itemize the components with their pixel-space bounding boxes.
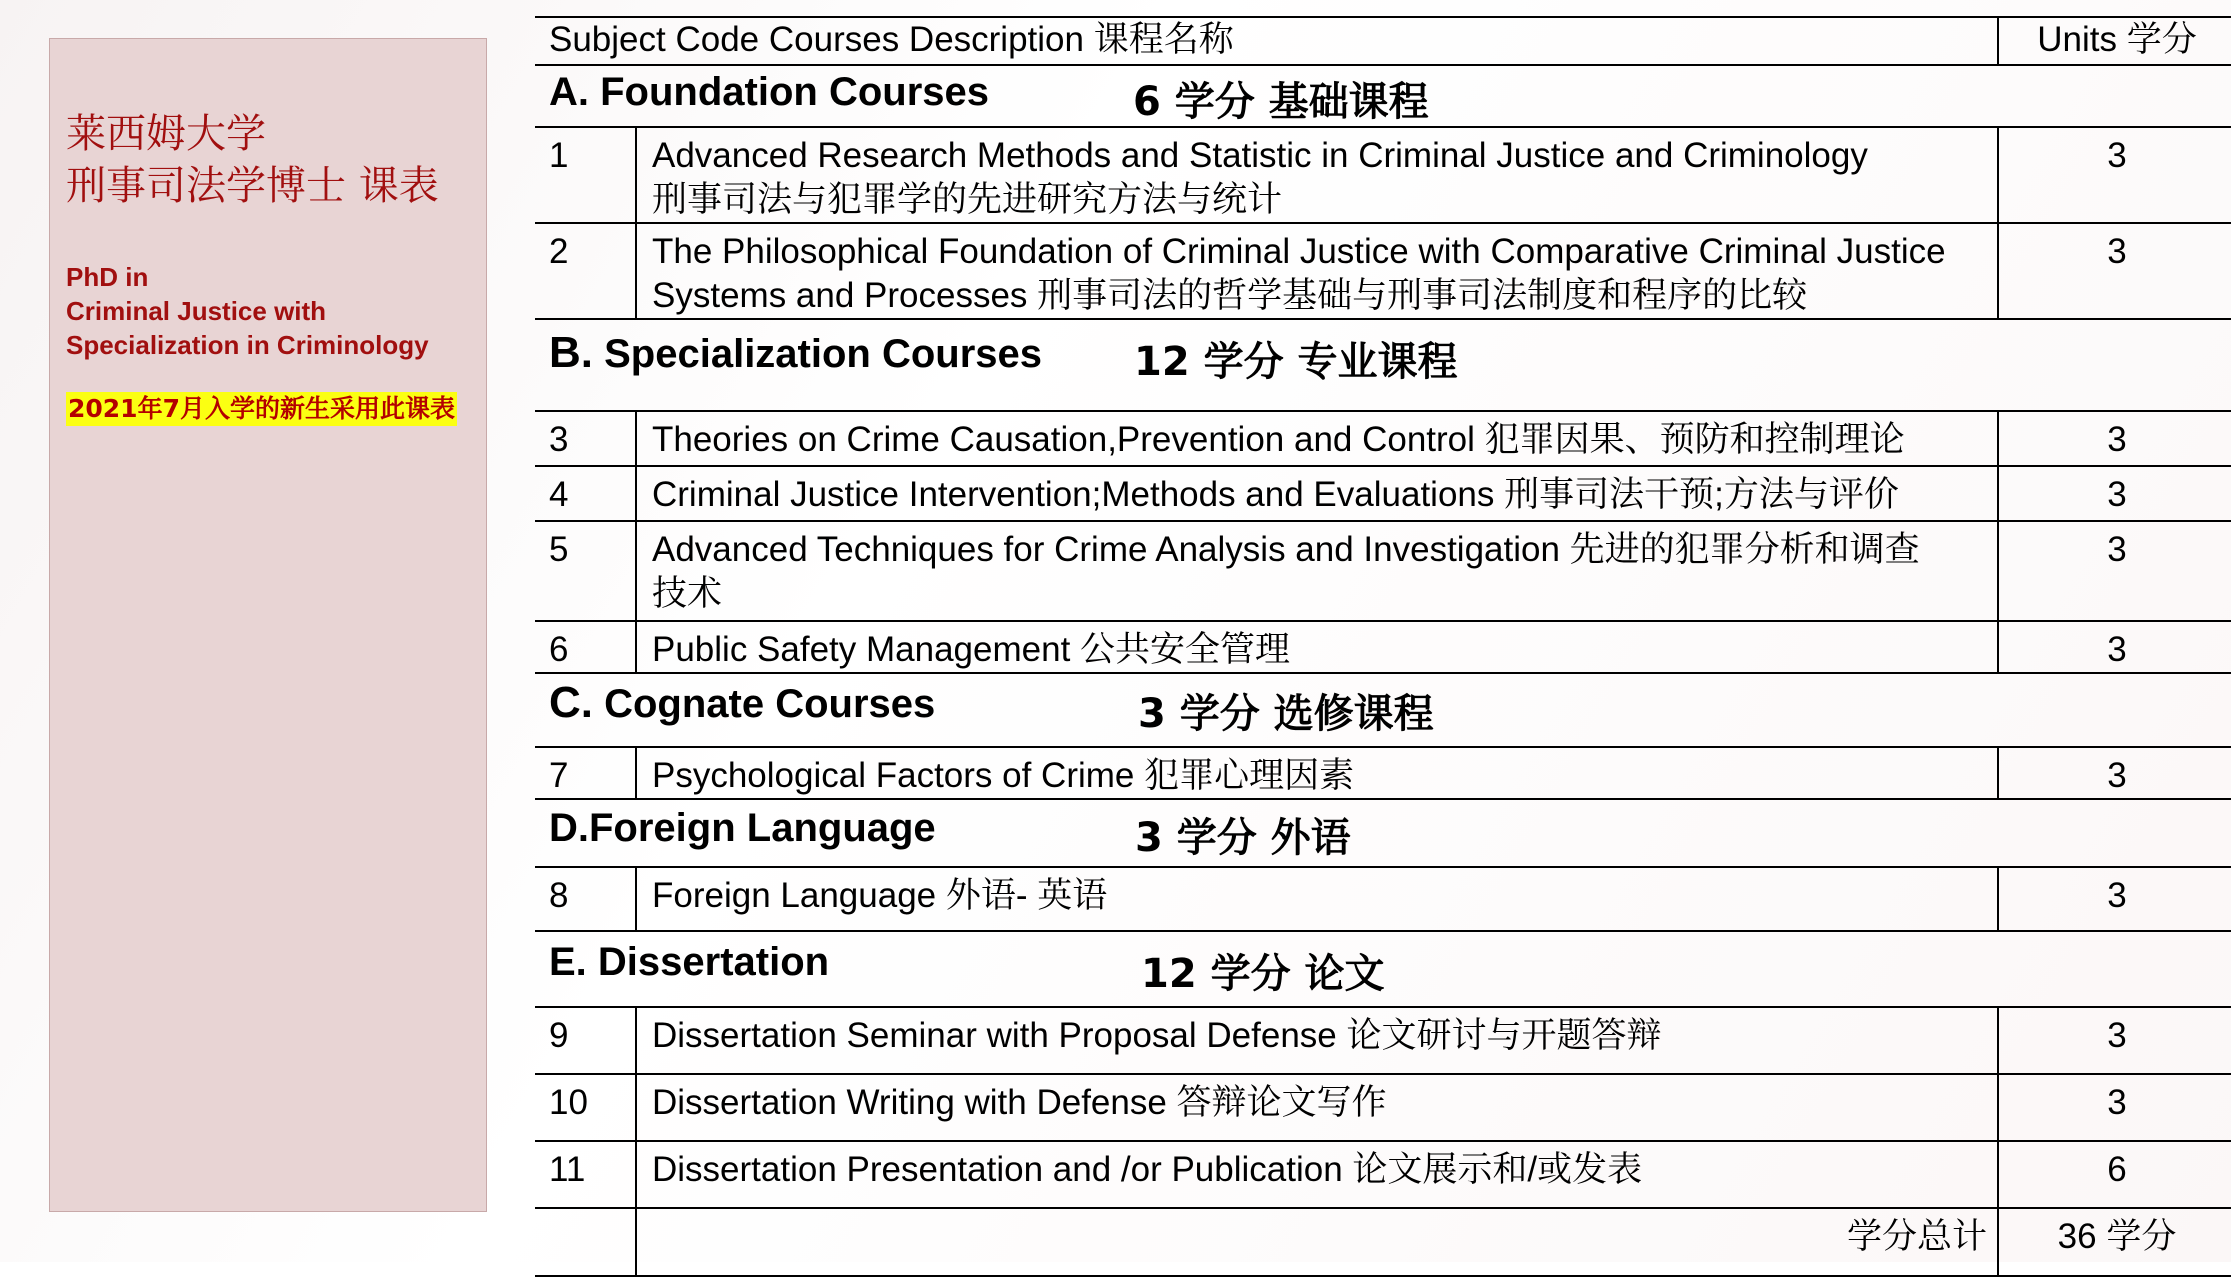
section-row-b <box>535 319 2231 411</box>
course-description: Psychological Factors of Crime 犯罪心理因素 <box>636 747 1998 799</box>
course-units: 3 <box>1998 223 2231 319</box>
course-description-line1: Advanced Research Methods and Statistic in Criminal Justice and Criminology <box>652 136 1868 175</box>
course-description: Dissertation Presentation and /or Publication 论文展示和/或发表 <box>636 1141 1998 1208</box>
table-row <box>535 621 2231 673</box>
program-title-cn <box>66 108 486 212</box>
table-row <box>535 466 2231 521</box>
section-b-credits: 12 学分 专业课程 <box>1134 339 1458 385</box>
course-number: 3 <box>535 411 636 466</box>
section-a-credits: 6 学分 基础课程 <box>1133 79 1429 125</box>
program-title-cn-line2: 刑事司法学博士 课表 <box>66 163 439 209</box>
program-title-en-line1: PhD in <box>66 262 149 292</box>
course-table <box>535 16 2231 1277</box>
course-units: 3 <box>1998 127 2231 223</box>
header-units: Units 学分 <box>1998 17 2231 65</box>
program-title-cn-line1: 莱西姆大学 <box>66 111 266 157</box>
program-title-en <box>66 260 486 362</box>
header-description: Subject Code Courses Description 课程名称 <box>535 17 1998 65</box>
table-row <box>535 867 2231 931</box>
intake-note-highlight: 2021年7月入学的新生采用此课表 <box>66 392 457 426</box>
section-c <box>535 673 2231 747</box>
section-d-credits: 3 学分 外语 <box>1135 815 1351 861</box>
course-description-line2: Systems and Processes 刑事司法的哲学基础与刑事司法制度和程序的比较 <box>652 276 1808 315</box>
section-c-title <box>549 678 935 728</box>
course-units: 3 <box>1998 1074 2231 1141</box>
course-number: 4 <box>535 466 636 521</box>
course-description-line1: Advanced Techniques for Crime Analysis and Investigation 先进的犯罪分析和调查 <box>652 530 1920 569</box>
course-units: 3 <box>1998 521 2231 621</box>
total-label: 学分总计 <box>636 1208 1998 1276</box>
section-a-title: A. Foundation Courses <box>549 70 989 114</box>
course-description: Public Safety Management 公共安全管理 <box>636 621 1998 673</box>
course-description: Dissertation Seminar with Proposal Defense 论文研讨与开题答辩 <box>636 1007 1998 1074</box>
course-number: 2 <box>535 223 636 319</box>
section-b-name: Specialization Courses <box>593 332 1043 376</box>
program-title-en-line3: Specialization in Criminology <box>66 330 429 360</box>
table-row <box>535 127 2231 223</box>
sidebar-panel <box>49 38 487 1212</box>
table-row <box>535 747 2231 799</box>
section-c-credits: 3 学分 选修课程 <box>1138 691 1434 737</box>
table-total-row <box>535 1208 2231 1276</box>
course-description <box>636 521 1998 621</box>
course-number: 5 <box>535 521 636 621</box>
total-value: 36 学分 <box>1998 1208 2231 1276</box>
section-row-d <box>535 799 2231 867</box>
table-row <box>535 223 2231 319</box>
course-number: 10 <box>535 1074 636 1141</box>
course-description-line2: 刑事司法与犯罪学的先进研究方法与统计 <box>652 180 1283 219</box>
section-c-name: Cognate Courses <box>593 682 936 726</box>
program-title-en-line2: Criminal Justice with <box>66 296 327 326</box>
table-row <box>535 1141 2231 1208</box>
course-description-line1: The Philosophical Foundation of Criminal Justice with Comparative Criminal Justice <box>652 232 1946 271</box>
table-row <box>535 1007 2231 1074</box>
section-e <box>535 931 2231 1007</box>
table-row <box>535 521 2231 621</box>
course-number: 8 <box>535 867 636 931</box>
section-c-letter: C. <box>549 678 593 727</box>
course-number: 1 <box>535 127 636 223</box>
course-units: 3 <box>1998 1007 2231 1074</box>
course-description: Foreign Language 外语- 英语 <box>636 867 1998 931</box>
section-row-e <box>535 931 2231 1007</box>
section-d <box>535 799 2231 867</box>
course-description-line2: 技术 <box>652 574 723 613</box>
table-header-row <box>535 17 2231 65</box>
course-description: Dissertation Writing with Defense 答辩论文写作 <box>636 1074 1998 1141</box>
course-units: 3 <box>1998 867 2231 931</box>
table-row <box>535 1074 2231 1141</box>
section-b-letter: B. <box>549 328 593 377</box>
course-number: 11 <box>535 1141 636 1208</box>
course-units: 3 <box>1998 466 2231 521</box>
section-b-title <box>549 328 1042 378</box>
section-e-title: E. Dissertation <box>549 940 830 984</box>
course-description <box>636 223 1998 319</box>
course-units: 6 <box>1998 1141 2231 1208</box>
course-number: 6 <box>535 621 636 673</box>
section-row-a <box>535 65 2231 127</box>
section-row-c <box>535 673 2231 747</box>
section-b <box>535 319 2231 411</box>
course-units: 3 <box>1998 411 2231 466</box>
course-description <box>636 127 1998 223</box>
course-units: 3 <box>1998 747 2231 799</box>
course-number: 9 <box>535 1007 636 1074</box>
total-empty-cell <box>535 1208 636 1276</box>
section-e-credits: 12 学分 论文 <box>1141 951 1385 997</box>
section-a <box>535 65 2231 127</box>
course-description: Criminal Justice Intervention;Methods and Evaluations 刑事司法干预;方法与评价 <box>636 466 1998 521</box>
course-units: 3 <box>1998 621 2231 673</box>
section-d-title: D.Foreign Language <box>549 806 936 850</box>
table-row <box>535 411 2231 466</box>
course-number: 7 <box>535 747 636 799</box>
course-description: Theories on Crime Causation,Prevention and Control 犯罪因果、预防和控制理论 <box>636 411 1998 466</box>
